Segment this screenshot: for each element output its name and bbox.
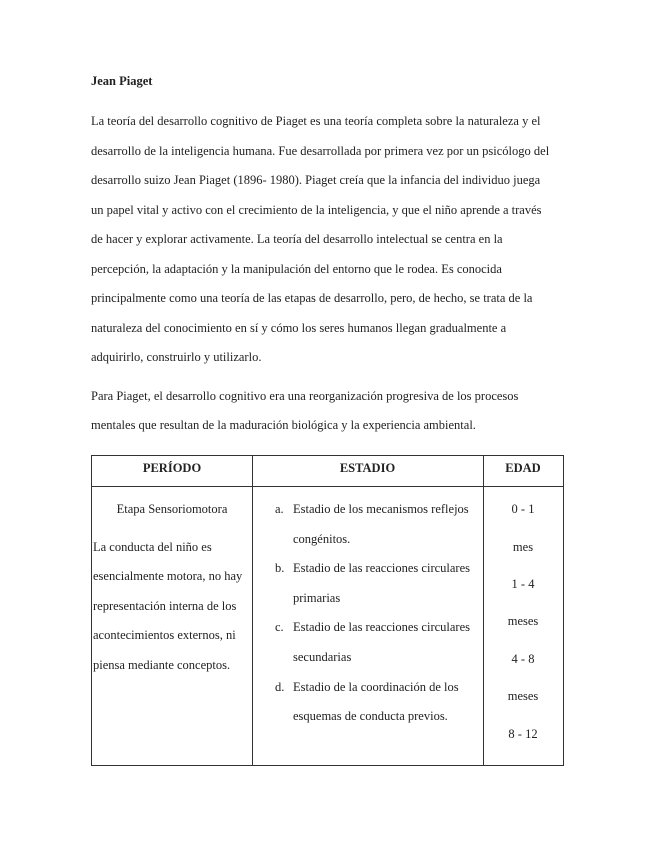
- column-divider: [252, 456, 253, 765]
- paragraph-line: principalmente como una teoría de las etapas de desarrollo, pero, de hecho, se trata de la: [91, 291, 533, 305]
- estadio-line: Estadio de las reacciones circulares: [293, 561, 470, 575]
- estadio-line: primarias: [293, 591, 341, 605]
- estadio-marker: c.: [275, 620, 284, 634]
- paragraph-line: adquirirlo, construirlo y utilizarlo.: [91, 350, 262, 364]
- estadio-line: Estadio de los mecanismos reflejos: [293, 502, 469, 516]
- edad-value: 8 - 12: [508, 727, 538, 741]
- periodo-description-line: representación interna de los: [93, 599, 237, 613]
- paragraph-line: percepción, la adaptación y la manipulación del entorno que le rodea. Es conocida: [91, 262, 502, 276]
- edad-value: meses: [507, 689, 539, 703]
- header-periodo: PERÍODO: [142, 461, 202, 475]
- estadio-marker: a.: [275, 502, 284, 516]
- periodo-description-line: acontecimientos externos, ni: [93, 628, 236, 642]
- edad-value: 0 - 1: [511, 502, 535, 516]
- periodo-description-line: esencialmente motora, no hay: [93, 569, 243, 583]
- header-estadio: ESTADIO: [339, 461, 396, 475]
- header-divider: [92, 486, 563, 487]
- estadio-marker: d.: [275, 680, 285, 694]
- paragraph-line: mentales que resultan de la maduración biológica y la experiencia ambiental.: [91, 418, 476, 432]
- paragraph-line: un papel vital y activo con el crecimiento de la inteligencia, y que el niño aprende a través: [91, 203, 542, 217]
- periodo-description-line: La conducta del niño es: [93, 540, 212, 554]
- edad-value: 1 - 4: [511, 577, 535, 591]
- paragraph-line: desarrollo suizo Jean Piaget (1896- 1980). Piaget creía que la infancia del individuo juega: [91, 173, 541, 187]
- estadio-marker: b.: [275, 561, 285, 575]
- periodo-title: Etapa Sensoriomotora: [116, 502, 228, 516]
- stages-table: [91, 455, 564, 766]
- estadio-line: congénitos.: [293, 532, 351, 546]
- estadio-line: Estadio de la coordinación de los: [293, 680, 459, 694]
- edad-value: mes: [512, 540, 534, 554]
- header-edad: EDAD: [505, 461, 541, 475]
- edad-value: 4 - 8: [511, 652, 535, 666]
- paragraph-line: de hacer y explorar activamente. La teoría del desarrollo intelectual se centra en la: [91, 232, 503, 246]
- document-title: Jean Piaget: [91, 74, 153, 88]
- periodo-description-line: piensa mediante conceptos.: [93, 658, 231, 672]
- estadio-line: secundarias: [293, 650, 352, 664]
- paragraph-line: desarrollo de la inteligencia humana. Fue desarrollada por primera vez por un psicólogo del: [91, 144, 550, 158]
- estadio-line: esquemas de conducta previos.: [293, 709, 448, 723]
- edad-value: meses: [507, 614, 539, 628]
- paragraph-line: naturaleza del conocimiento en sí y cómo los seres humanos llegan gradualmente a: [91, 321, 507, 335]
- estadio-line: Estadio de las reacciones circulares: [293, 620, 470, 634]
- paragraph-line: Para Piaget, el desarrollo cognitivo era una reorganización progresiva de los procesos: [91, 389, 519, 403]
- paragraph-line: La teoría del desarrollo cognitivo de Piaget es una teoría completa sobre la naturaleza y el: [91, 114, 541, 128]
